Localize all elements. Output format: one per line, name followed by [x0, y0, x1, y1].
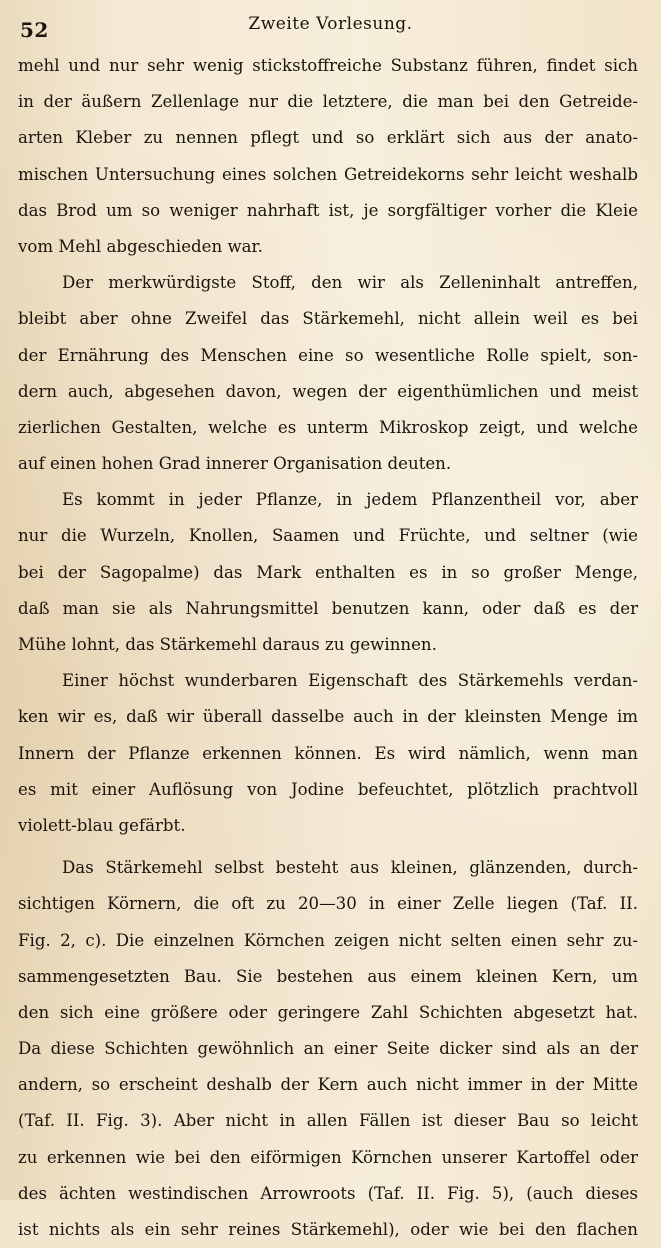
text-line: Da diese Schichten gewöhnlich an einer Seite dicker sind als an der [18, 1039, 638, 1059]
text-line: Fig. 2, c). Die einzelnen Körnchen zeigen nicht selten einen sehr zu- [18, 930, 638, 950]
text-line: vom Mehl abgeschieden war. [18, 236, 263, 256]
text-line: in der äußern Zellenlage nur die letztere, die man bei den Getreide- [18, 92, 638, 112]
text-line: andern, so erscheint deshalb der Kern auch nicht immer in der Mitte [18, 1075, 638, 1095]
text-line: Innern der Pflanze erkennen können. Es wird nämlich, wenn man [18, 743, 638, 763]
text-line: das Brod um so weniger nahrhaft ist, je sorgfältiger vorher die Kleie [18, 200, 638, 220]
text-line: bleibt aber ohne Zweifel das Stärkemehl, nicht allein weil es bei [18, 309, 638, 329]
text-line: nur die Wurzeln, Knollen, Saamen und Früchte, und seltner (wie [18, 526, 638, 546]
text-line: Einer höchst wunderbaren Eigenschaft des Stärkemehls verdan- [62, 671, 638, 691]
text-line: arten Kleber zu nennen pflegt und so erklärt sich aus der anato- [18, 128, 638, 148]
text-line: Mühe lohnt, das Stärkemehl daraus zu gewinnen. [18, 635, 437, 654]
running-head [0, 12, 661, 42]
text-line: dern auch, abgesehen davon, wegen der eigenthümlichen und meist [18, 381, 638, 401]
text-line: den sich eine größere oder geringere Zahl Schichten abgesetzt hat. [18, 1002, 638, 1022]
text-line: auf einen hohen Grad innerer Organisation deuten. [18, 454, 452, 474]
text-line: violett-blau gefärbt. [18, 815, 186, 835]
text-line: Der merkwürdigste Stoff, den wir als Zelleninhalt antreffen, [62, 273, 638, 293]
text-line: bei der Sagopalme) das Mark enthalten es in so großer Menge, [18, 562, 638, 582]
text-line: Es kommt in jeder Pflanze, in jedem Pflanzentheil vor, aber [62, 490, 638, 510]
text-line: sammengesetzten Bau. Sie bestehen aus einem kleinen Kern, um [18, 966, 638, 986]
text-line: zierlichen Gestalten, welche es unterm Mikroskop zeigt, und welche [18, 417, 638, 437]
text-line: sichtigen Körnern, die oft zu 20—30 in einer Zelle liegen (Taf. II. [18, 894, 638, 914]
page-number: 52 [20, 18, 49, 42]
running-title: Zweite Vorlesung. [248, 14, 413, 34]
text-line: mischen Untersuchung eines solchen Getreidekorns sehr leicht weshalb [18, 164, 638, 184]
text-line: Das Stärkemehl selbst besteht aus kleinen, glänzenden, durch- [62, 858, 638, 878]
text-line: mehl und nur sehr wenig stickstoffreiche Substanz führen, findet sich [18, 56, 638, 75]
text-line: (Taf. II. Fig. 3). Aber nicht in allen Fällen ist dieser Bau so leicht [18, 1111, 638, 1131]
text-line: ist nichts als ein sehr reines Stärkemehl), oder wie bei den flachen [18, 1220, 638, 1239]
text-line: der Ernährung des Menschen eine so wesentliche Rolle spielt, son- [18, 345, 638, 365]
text-line: zu erkennen wie bei den eiförmigen Körnchen unserer Kartoffel oder [18, 1147, 638, 1167]
body-text [18, 48, 638, 1248]
text-line: daß man sie als Nahrungsmittel benutzen kann, oder daß es der [18, 598, 638, 618]
text-line: es mit einer Auflösung von Jodine befeuchtet, plötzlich prachtvoll [18, 779, 638, 799]
text-line: ken wir es, daß wir überall dasselbe auch in der kleinsten Menge im [18, 707, 638, 727]
text-line: des ächten westindischen Arrowroots (Taf. II. Fig. 5), (auch dieses [18, 1183, 638, 1203]
